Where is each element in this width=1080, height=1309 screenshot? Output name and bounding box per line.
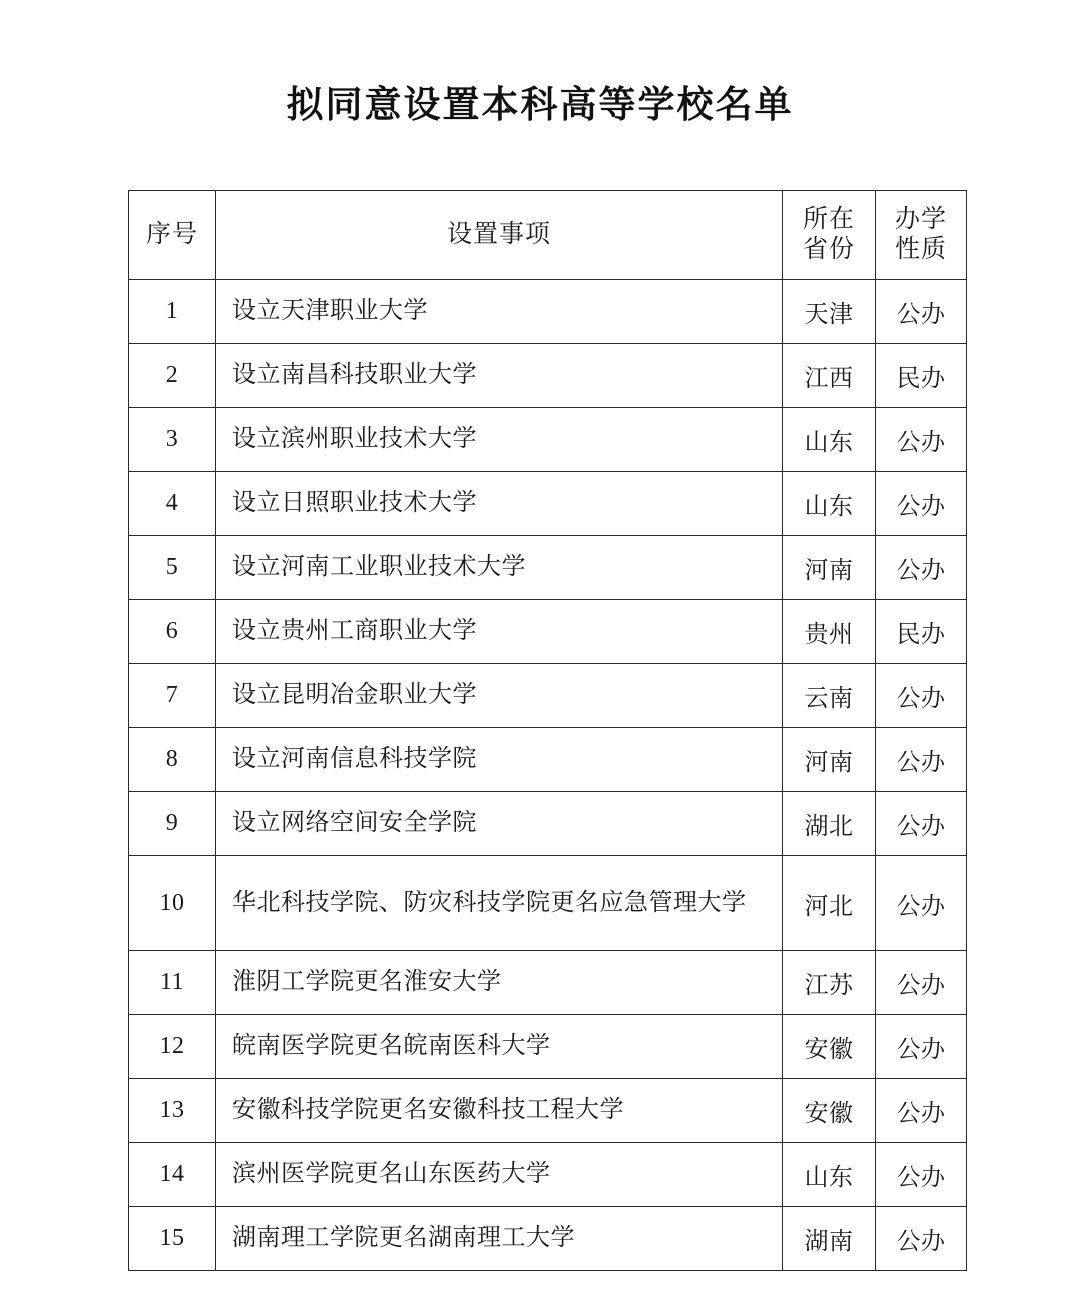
cell-type: 公办 [876,728,967,792]
cell-item: 淮阴工学院更名淮安大学 [216,951,783,1015]
cell-province: 河南 [783,536,876,600]
cell-item: 皖南医学院更名皖南医科大学 [216,1015,783,1079]
cell-number: 11 [129,951,216,1015]
cell-number: 15 [129,1207,216,1271]
cell-province: 江苏 [783,951,876,1015]
cell-province: 天津 [783,280,876,344]
cell-province: 云南 [783,664,876,728]
table-row [129,856,967,951]
table-row [129,792,967,856]
cell-number: 2 [129,344,216,408]
column-header-province-line1: 所在 [802,206,855,233]
table-row [129,728,967,792]
table-row [129,536,967,600]
table-row [129,1143,967,1207]
table-row [129,951,967,1015]
school-list-table [128,190,967,1271]
cell-type: 公办 [876,408,967,472]
cell-type: 公办 [876,472,967,536]
cell-item: 滨州医学院更名山东医药大学 [216,1143,783,1207]
cell-type: 公办 [876,951,967,1015]
cell-province: 河北 [783,856,876,951]
column-header-type-line1: 办学 [894,206,947,233]
table-row [129,664,967,728]
table-row [129,1207,967,1271]
cell-province: 河南 [783,728,876,792]
cell-type: 公办 [876,792,967,856]
cell-number: 1 [129,280,216,344]
cell-type: 民办 [876,600,967,664]
cell-province: 贵州 [783,600,876,664]
column-header-type [876,191,967,280]
cell-number: 4 [129,472,216,536]
cell-province: 安徽 [783,1079,876,1143]
cell-number: 6 [129,600,216,664]
column-header-number: 序号 [129,191,216,280]
cell-province: 山东 [783,1143,876,1207]
table-header-row [129,191,967,280]
cell-number: 9 [129,792,216,856]
table-header [129,191,967,280]
cell-item: 设立网络空间安全学院 [216,792,783,856]
cell-province: 山东 [783,408,876,472]
cell-type: 公办 [876,664,967,728]
table-row [129,600,967,664]
cell-type: 公办 [876,1143,967,1207]
cell-type: 公办 [876,536,967,600]
cell-number: 5 [129,536,216,600]
column-header-type-line2: 性质 [894,236,947,263]
table-row [129,1079,967,1143]
table-row [129,1015,967,1079]
table-body [129,280,967,1271]
cell-item: 设立南昌科技职业大学 [216,344,783,408]
cell-number: 7 [129,664,216,728]
cell-province: 江西 [783,344,876,408]
cell-type: 民办 [876,344,967,408]
table-row [129,344,967,408]
cell-item: 湖南理工学院更名湖南理工大学 [216,1207,783,1271]
page-title: 拟同意设置本科高等学校名单 [286,84,794,125]
cell-type: 公办 [876,1207,967,1271]
cell-number: 3 [129,408,216,472]
cell-number: 12 [129,1015,216,1079]
cell-item: 设立昆明冶金职业大学 [216,664,783,728]
cell-type: 公办 [876,856,967,951]
cell-number: 8 [129,728,216,792]
table-row [129,472,967,536]
cell-type: 公办 [876,1079,967,1143]
cell-item: 设立日照职业技术大学 [216,472,783,536]
cell-number: 14 [129,1143,216,1207]
cell-province: 山东 [783,472,876,536]
cell-number: 10 [129,856,216,951]
column-header-province [783,191,876,280]
cell-province: 湖北 [783,792,876,856]
cell-item: 设立滨州职业技术大学 [216,408,783,472]
column-header-province-line2: 省份 [802,236,855,263]
cell-number: 13 [129,1079,216,1143]
cell-type: 公办 [876,1015,967,1079]
table-row [129,408,967,472]
cell-item: 设立天津职业大学 [216,280,783,344]
column-header-item: 设置事项 [216,191,783,280]
cell-item: 安徽科技学院更名安徽科技工程大学 [216,1079,783,1143]
table-container [0,190,1080,1271]
cell-item: 华北科技学院、防灾科技学院更名应急管理大学 [216,856,783,951]
cell-item: 设立贵州工商职业大学 [216,600,783,664]
cell-item: 设立河南信息科技学院 [216,728,783,792]
cell-item: 设立河南工业职业技术大学 [216,536,783,600]
cell-type: 公办 [876,280,967,344]
cell-province: 安徽 [783,1015,876,1079]
table-row [129,280,967,344]
cell-province: 湖南 [783,1207,876,1271]
